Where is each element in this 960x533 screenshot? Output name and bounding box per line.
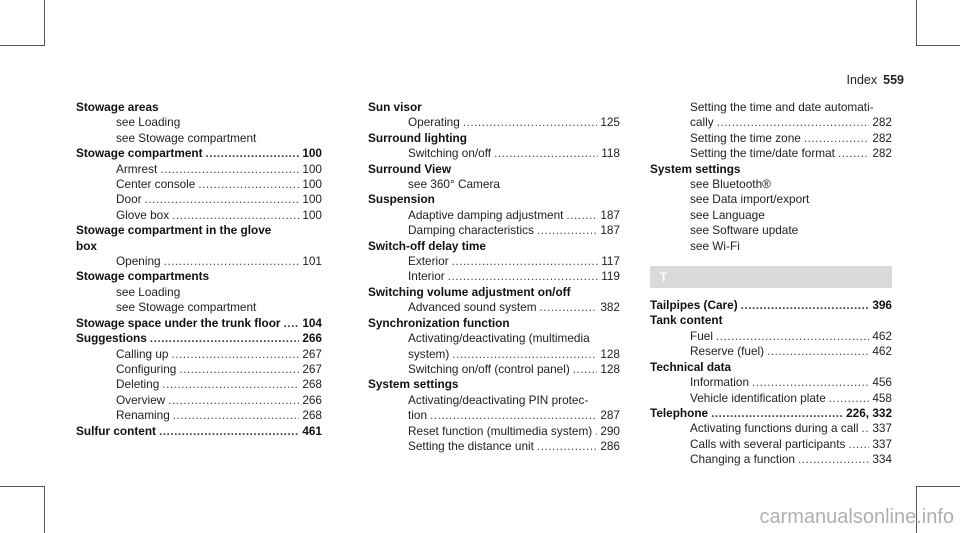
page-reference: 268 <box>302 408 322 423</box>
page-reference: 461 <box>302 423 322 438</box>
dot-leader <box>179 362 299 377</box>
entry-text: Vehicle identification plate <box>690 390 826 405</box>
entry-text: see Data import/export <box>690 192 810 207</box>
index-heading <box>650 360 892 375</box>
entry-text: Renaming <box>116 408 170 423</box>
index-subentry <box>368 208 620 223</box>
dot-leader <box>145 192 300 207</box>
crop-mark <box>0 45 45 46</box>
index-heading <box>368 192 620 207</box>
entry-text: Telephone <box>650 405 709 420</box>
header-label: Index <box>846 73 878 87</box>
entry-text: Changing a function <box>690 452 795 467</box>
page-reference: 125 <box>600 115 620 130</box>
entry-text: see Bluetooth® <box>690 177 771 192</box>
page-reference: 104 <box>302 315 322 330</box>
index-subentry <box>650 344 892 359</box>
page-reference: 100 <box>302 146 322 161</box>
page-reference: 334 <box>872 452 892 467</box>
index-subentry <box>76 254 322 269</box>
entry-text: Tailpipes (Care) <box>650 298 738 313</box>
index-heading <box>76 239 322 254</box>
dot-leader <box>573 362 598 377</box>
index-subentry <box>650 131 892 146</box>
index-heading <box>650 298 892 313</box>
page-header <box>847 73 904 87</box>
dot-leader <box>711 406 843 421</box>
entry-text: Surround View <box>368 161 452 176</box>
index-heading <box>76 146 322 161</box>
page-reference: 282 <box>872 130 892 145</box>
page-reference: 101 <box>302 254 322 269</box>
page-reference: 118 <box>601 146 620 161</box>
entry-text: Damping characteristics <box>408 223 534 238</box>
entry-text: see Language <box>690 207 765 222</box>
entry-text: Surround lighting <box>368 130 467 145</box>
dot-leader <box>162 377 299 392</box>
index-heading <box>368 100 620 115</box>
index-column-3 <box>650 100 892 468</box>
page-reference: 266 <box>302 331 322 346</box>
index-subentry <box>76 285 322 300</box>
index-subentry <box>368 362 620 377</box>
entry-text: Technical data <box>650 359 732 374</box>
dot-leader <box>862 421 870 436</box>
index-subentry <box>368 115 620 130</box>
page-reference: 100 <box>302 192 322 207</box>
entry-text: Stowage compartment in the glove <box>76 223 272 238</box>
dot-leader <box>448 269 598 284</box>
dot-leader <box>540 300 598 315</box>
page-reference: 462 <box>872 328 892 343</box>
page-reference: 119 <box>601 269 620 284</box>
entry-text: Synchronization function <box>368 315 510 330</box>
index-subentry <box>650 146 892 161</box>
index-subentry <box>76 347 322 362</box>
dot-leader <box>717 115 870 130</box>
dot-leader <box>284 316 300 331</box>
page-reference: 287 <box>600 408 620 423</box>
index-heading <box>650 313 892 328</box>
entry-text: Stowage compartment <box>76 146 203 161</box>
index-heading <box>650 406 892 421</box>
dot-leader <box>168 393 299 408</box>
page-reference: 396 <box>872 298 892 313</box>
entry-text: Deleting <box>116 377 160 392</box>
page-reference: 382 <box>600 300 620 315</box>
dot-leader <box>767 344 869 359</box>
index-heading <box>368 162 620 177</box>
section-letter: T <box>650 266 892 288</box>
entry-text: Stowage areas <box>76 100 159 114</box>
entry-text: Reset function (multimedia system) <box>408 423 593 438</box>
entry-text: Tank content <box>650 313 723 328</box>
page-number: 559 <box>883 73 904 87</box>
dot-leader <box>173 408 300 423</box>
crop-mark <box>0 486 45 487</box>
dot-leader <box>804 131 869 146</box>
entry-text: box <box>76 238 97 253</box>
entry-text: Armrest <box>116 161 158 176</box>
entry-text: Activating/deactivating (multimedia <box>408 331 590 346</box>
entry-text: system) <box>408 346 450 361</box>
page-reference: 458 <box>872 390 892 405</box>
dot-leader <box>150 331 300 346</box>
entry-text: Overview <box>116 392 166 407</box>
index-subentry <box>76 300 322 315</box>
index-subentry <box>368 254 620 269</box>
page-reference: 128 <box>600 346 620 361</box>
entry-text: Glove box <box>116 207 170 222</box>
entry-text: Door <box>116 192 142 207</box>
crop-mark <box>44 486 45 533</box>
entry-text: Center console <box>116 177 196 192</box>
entry-text: Setting the time/date format <box>690 146 835 161</box>
entry-text: see Software update <box>690 223 799 238</box>
dot-leader <box>206 146 300 161</box>
dot-leader <box>430 408 597 423</box>
index-subentry <box>650 391 892 406</box>
entry-text: Setting the time zone <box>690 130 801 145</box>
page-reference: 286 <box>600 438 620 453</box>
dot-leader <box>741 298 870 313</box>
entry-text: see Stowage compartment <box>116 300 257 315</box>
index-heading <box>368 131 620 146</box>
index-heading <box>368 377 620 392</box>
entry-text: see 360° Camera <box>408 177 500 192</box>
index-subentry <box>368 269 620 284</box>
index-subentry <box>650 192 892 207</box>
index-subentry <box>650 239 892 254</box>
page-reference: 282 <box>872 115 892 130</box>
index-heading <box>76 100 322 115</box>
entry-text: Stowage compartments <box>76 269 210 284</box>
index-heading <box>368 239 620 254</box>
index-subentry <box>368 424 620 439</box>
dot-leader <box>848 437 869 452</box>
index-subentry <box>76 162 322 177</box>
entry-text: Opening <box>116 254 161 269</box>
dot-leader <box>798 452 869 467</box>
watermark: carmanualsonline.info <box>759 506 954 528</box>
index-subentry <box>650 177 892 192</box>
index-subentry <box>368 223 620 238</box>
index-heading <box>650 162 892 177</box>
page-reference: 100 <box>302 207 322 222</box>
index-subentry <box>650 421 892 436</box>
page-reference: 226, 332 <box>846 405 892 420</box>
dot-leader <box>172 208 299 223</box>
entry-text: Setting the time and date automati- <box>690 100 874 114</box>
index-heading <box>76 223 322 238</box>
entry-text: Adaptive damping adjustment <box>408 207 564 222</box>
dot-leader <box>716 329 869 344</box>
entry-text: Switching on/off (control panel) <box>408 361 570 376</box>
page-reference: 100 <box>302 177 322 192</box>
index-subentry <box>650 329 892 344</box>
index-subentry <box>76 115 322 130</box>
entry-text: Stowage space under the trunk floor <box>76 315 281 330</box>
entry-text: tion <box>408 408 428 423</box>
index-heading <box>76 331 322 346</box>
entry-text: see Loading <box>116 284 181 299</box>
index-heading <box>76 424 322 439</box>
index-subentry <box>650 115 892 130</box>
dot-leader <box>537 439 597 454</box>
entry-text: Advanced sound system <box>408 300 537 315</box>
index-subentry <box>650 100 892 115</box>
dot-leader <box>463 115 598 130</box>
page-reference: 128 <box>600 361 620 376</box>
index-subentry <box>76 192 322 207</box>
entry-text: Sun visor <box>368 100 422 114</box>
entry-text: Configuring <box>116 361 177 376</box>
entry-text: Activating/deactivating PIN protec- <box>408 392 589 407</box>
index-subentry <box>76 208 322 223</box>
entry-text: see Loading <box>116 115 181 130</box>
entry-text: Information <box>690 375 750 390</box>
crop-mark <box>916 0 917 46</box>
entry-text: cally <box>690 115 714 130</box>
page-reference: 117 <box>601 254 620 269</box>
crop-mark <box>44 0 45 46</box>
index-subentry <box>368 408 620 423</box>
dot-leader <box>566 208 597 223</box>
dot-leader <box>752 375 869 390</box>
index-subentry <box>368 177 620 192</box>
page-reference: 337 <box>872 436 892 451</box>
dot-leader <box>829 391 870 406</box>
entry-text: see Wi-Fi <box>690 238 740 253</box>
index-column-1 <box>76 100 322 439</box>
index-heading <box>76 316 322 331</box>
index-subentry <box>76 393 322 408</box>
entry-text: Activating functions during a call <box>690 421 859 436</box>
index-subentry <box>76 131 322 146</box>
index-column-2 <box>368 100 620 454</box>
index-heading <box>368 285 620 300</box>
crop-mark <box>916 486 960 487</box>
entry-text: Interior <box>408 269 445 284</box>
dot-leader <box>595 424 597 439</box>
index-subentry <box>76 408 322 423</box>
dot-leader <box>198 177 299 192</box>
entry-text: Sulfur content <box>76 423 156 438</box>
entry-text: Suspension <box>368 192 435 207</box>
entry-text: Reserve (fuel) <box>690 344 765 359</box>
entry-text: Switch-off delay time <box>368 238 486 253</box>
page-reference: 462 <box>872 344 892 359</box>
index-subentry <box>76 362 322 377</box>
index-subentry <box>368 146 620 161</box>
page-reference: 267 <box>302 361 322 376</box>
entry-text: Operating <box>408 115 460 130</box>
page-reference: 100 <box>302 161 322 176</box>
entry-text: System settings <box>368 377 459 392</box>
index-subentry <box>650 375 892 390</box>
dot-leader <box>838 146 869 161</box>
page-reference: 268 <box>302 377 322 392</box>
entry-text: see Stowage compartment <box>116 130 257 145</box>
page-reference: 337 <box>872 421 892 436</box>
page-reference: 290 <box>600 423 620 438</box>
crop-mark <box>916 45 960 46</box>
entry-text: Calls with several participants <box>690 436 846 451</box>
dot-leader <box>160 162 299 177</box>
page-reference: 456 <box>872 375 892 390</box>
dot-leader <box>452 254 599 269</box>
index-subentry <box>650 437 892 452</box>
dot-leader <box>452 347 597 362</box>
page-reference: 282 <box>872 146 892 161</box>
entry-text: Setting the distance unit <box>408 438 534 453</box>
dot-leader <box>159 424 299 439</box>
entry-text: Calling up <box>116 346 169 361</box>
entry-text: System settings <box>650 161 741 176</box>
page-reference: 266 <box>302 392 322 407</box>
entry-text: Switching on/off <box>408 146 492 161</box>
page-reference: 187 <box>600 207 620 222</box>
dot-leader <box>164 254 300 269</box>
index-heading <box>368 316 620 331</box>
index-subentry <box>368 393 620 408</box>
entry-text: Switching volume adjustment on/off <box>368 284 571 299</box>
entry-text: Suggestions <box>76 331 147 346</box>
page-reference: 187 <box>600 223 620 238</box>
dot-leader <box>171 347 299 362</box>
index-heading <box>76 269 322 284</box>
entry-text: Exterior <box>408 254 449 269</box>
index-subentry <box>650 452 892 467</box>
index-subentry <box>368 331 620 346</box>
page-reference: 267 <box>302 346 322 361</box>
index-subentry <box>76 377 322 392</box>
index-subentry <box>368 300 620 315</box>
dot-leader <box>537 223 597 238</box>
index-subentry <box>368 439 620 454</box>
index-subentry <box>368 347 620 362</box>
entry-text: Fuel <box>690 328 713 343</box>
index-subentry <box>76 177 322 192</box>
index-subentry <box>650 208 892 223</box>
dot-leader <box>494 146 598 161</box>
index-subentry <box>650 223 892 238</box>
